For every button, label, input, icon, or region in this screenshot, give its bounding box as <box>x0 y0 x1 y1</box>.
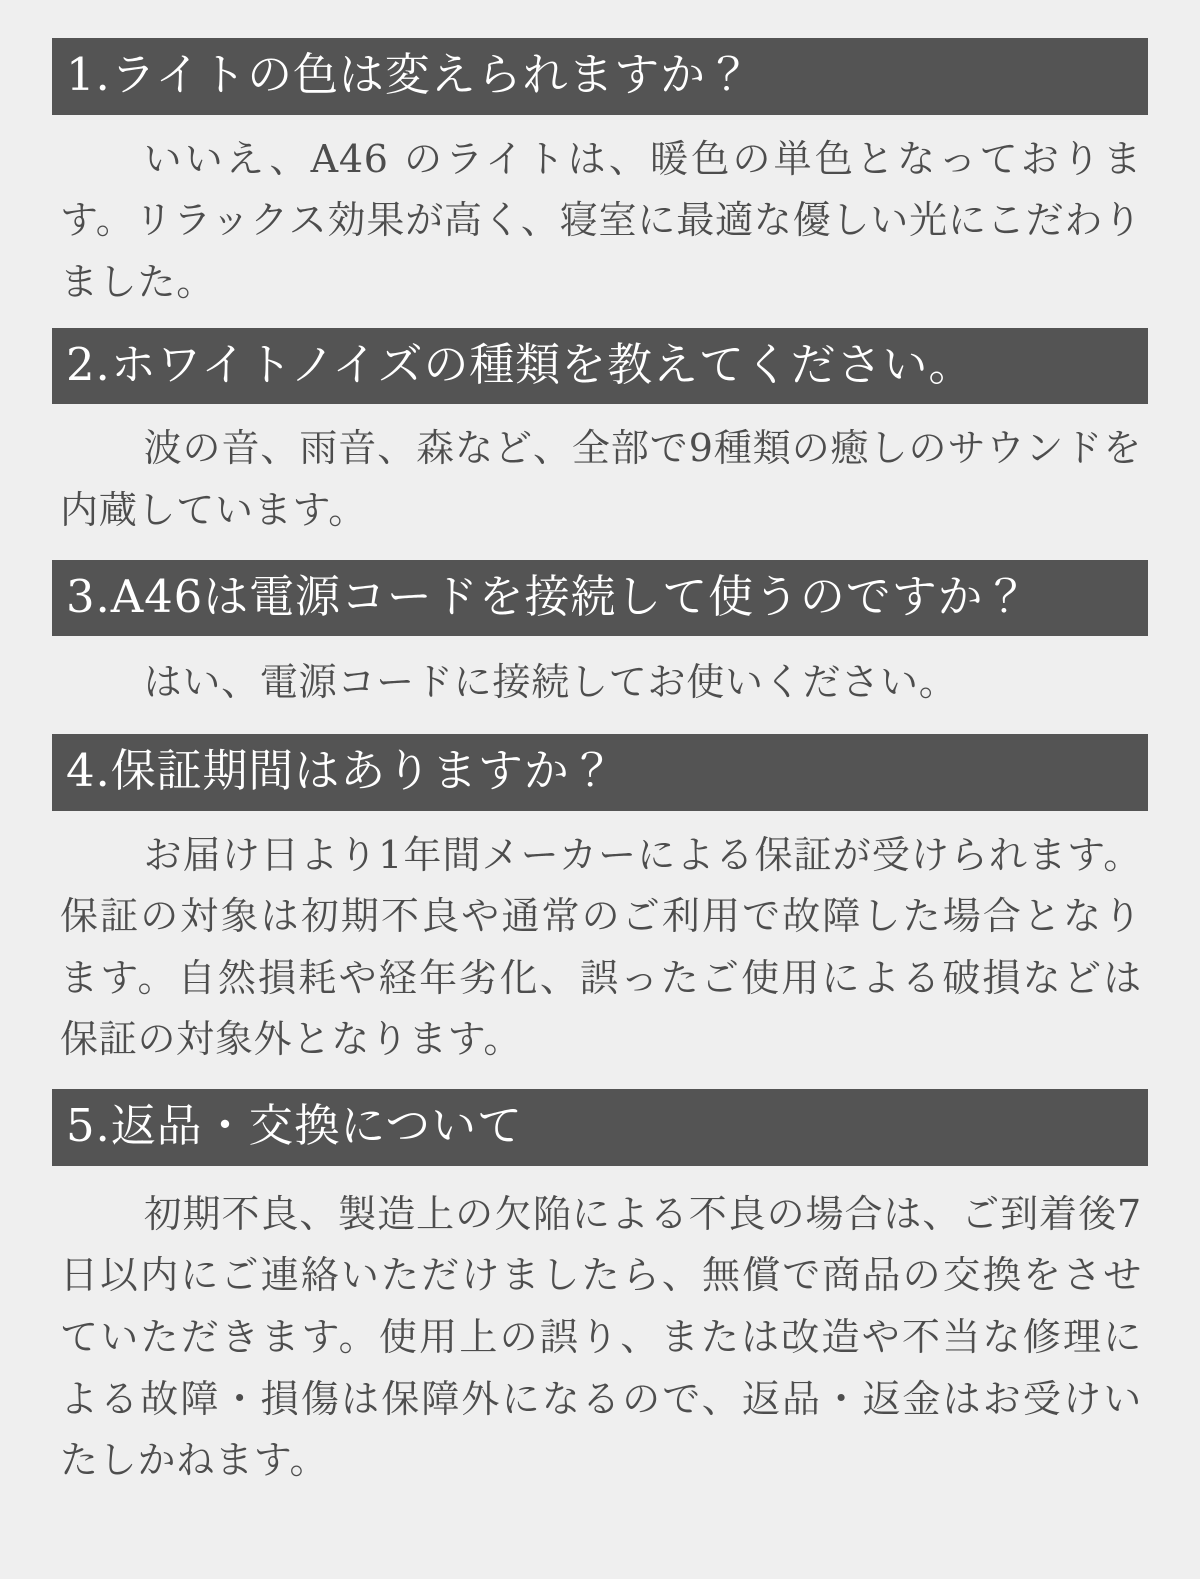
faq-answer: 波の音、雨音、森など、全部で9種類の癒しのサウンドを内蔵しています。 <box>60 426 1142 532</box>
faq-question: 2.ホワイトノイズの種類を教えてください。 <box>52 328 1148 405</box>
faq-question: 4.保証期間はありますか？ <box>52 734 1148 811</box>
faq-answer: 初期不良、製造上の欠陥による不良の場合は、ご到着後7日以内にご連絡いただけましたら、無償で商品の交換をさせていただきます。使用上の誤り、または改造や不当な修理による故障・損傷は保障外になるので、返品・返金はお受けいたしかねます。 <box>60 1191 1142 1483</box>
faq-item <box>52 560 1148 730</box>
faq-answer: はい、電源コードに接続してお使いください。 <box>143 660 958 705</box>
faq-item <box>52 38 1148 324</box>
faq-item <box>52 1089 1148 1506</box>
faq-answer: いいえ、A46 のライトは、暖色の単色となっております。リラックス効果が高く、寝室に最適な優しい光にこだわりました。 <box>60 136 1142 304</box>
faq-question: 3.A46は電源コードを接続して使うのですか？ <box>52 560 1148 637</box>
faq-answer: お届け日より1年間メーカーによる保証が受けられます。保証の対象は初期不良や通常のご利用で故障した場合となります。自然損耗や経年劣化、誤ったご使用による破損などは保証の対象外となります。 <box>60 832 1142 1062</box>
faq-question: 1.ライトの色は変えられますか？ <box>52 38 1148 115</box>
faq-question: 5.返品・交換について <box>52 1089 1148 1166</box>
faq-item <box>52 734 1148 1085</box>
faq-item <box>52 328 1148 556</box>
